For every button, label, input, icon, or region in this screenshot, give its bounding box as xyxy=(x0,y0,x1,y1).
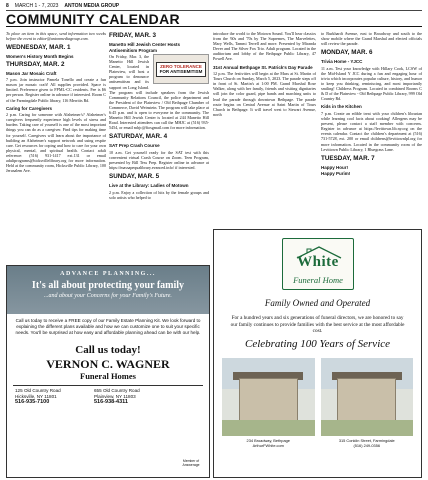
address-plainview: 655 Old Country Road Plainview, NY 11803 516-938-4311 xyxy=(94,388,140,405)
event-body-antisemitism: On Friday, Mar. 3, the Manetto Hill Jewish Center, located in Plainview, will host a program to denounce antisemitism and its support on Long Island. The program will include speakers from the Jewish Community Relations Council, the police department and the President of the Plainview / Old Bethpage Chamber of Commerce, David Weinstein. The program will take place at 6:45 p.m. and is open to everyone in the community. The Manetto Hill Jewish Center is located at 244 Manetto Hill Road. Interested attendees can call the MHJC at (516) 935-5454, or email mhjc@fiosgmail.com for more information. xyxy=(109,54,209,131)
logo-subtitle: Funeral Home xyxy=(293,275,343,285)
location-photos xyxy=(222,358,413,436)
event-body-kids-kitchen: 7 p.m. Create an edible treat with your children's librarian while learning cool facts about cooking! Allergens may be present, please contact a staff member with concerns. Register in advance at https://levittown.lib.ny.org on the events calendar. Contact the children's department at (516) 731-5728, ext. 200 or email childrens@levittownlpl.org for more information. Located in the community room of the Levittown Public Library, 1 Bluegrass Lane. xyxy=(321,110,422,152)
logo-wordmark: White xyxy=(297,254,339,270)
caption-farmingdale: 315 Conklin Street, Farmingdale (516) 249-0356 xyxy=(338,438,395,448)
page-header xyxy=(6,2,422,11)
publication-name: ANTON MEDIA GROUP xyxy=(64,3,120,9)
ad-banner xyxy=(7,266,209,314)
event-title-trivia: Trivia Home - YJCC xyxy=(321,59,363,65)
page-number: 8 xyxy=(6,3,9,9)
event-body-parade: 12 p.m. The festivities will begin at the Mass at St. Martin of Tours Church on Sunday, March 5, 2023. The parade steps off in front of St. Martin's at 1:00 PM. Grand Marshal Rose Walker, along with her family, friends and visiting dignitaries will join the color guard, pipe bands and marching units to lead the parade through downtown Bethpage. The parade route begins on Central Avenue at Saint Martin of Tours Church in Bethpage. It will travel west to Stewart Avenue, north xyxy=(213,71,316,117)
caption-bethpage: 234 Broadway, Bethpage ArthurFWhite.com xyxy=(246,438,290,448)
calendar-column-3 xyxy=(213,31,316,120)
event-title-parade: 31st Annual Bethpage St. Patrick's Day Parade xyxy=(213,64,313,70)
banner-eyebrow: ADVANCE PLANNING... xyxy=(60,271,156,277)
vernon-wagner-advertisement xyxy=(6,265,210,478)
event-body-mason-jar: 7 p.m. Join instructor Pamela Tonello and create a fun mason jar mosaic craft! All supplies provided. Space is limited. Preference given to FPML-CC residents. Fee is $6 per person. Register online in advance if interested. Room C of the Farmingdale Public library, 116 Merritts Rd. xyxy=(6,77,106,103)
anniversary-line: Celebrating 100 Years of Service xyxy=(244,338,391,350)
firm-subtitle: Funeral Homes xyxy=(80,371,136,381)
calendar-column-4 xyxy=(321,31,422,178)
family-owned-tagline: Family Owned and Operated xyxy=(264,298,371,308)
banner-subline: ...and about your Concerns for your Family's Future. xyxy=(44,293,172,299)
calendar-column-2 xyxy=(109,31,209,203)
call-to-action: Call us today! xyxy=(75,344,141,356)
event-body-motown: 2 p.m. Enjoy a collection of hits by the female groups and solo artists who helped to xyxy=(109,189,209,200)
phone-hicksville: 516-935-7100 xyxy=(15,398,50,405)
bethpage-building-photo xyxy=(222,358,315,436)
white-funeral-home-logo xyxy=(282,238,354,290)
event-title-purim: Happy Purim! xyxy=(321,171,351,177)
ad-addresses xyxy=(7,388,209,405)
event-title-antisemitism: Manetto Hill Jewish Center Hosts Antisemitism Program xyxy=(109,42,181,53)
sign-text: ZERO TOLERANCE FOR ANTISEMITISM xyxy=(156,62,207,77)
day-heading-saturday: SATURDAY, MAR. 4 xyxy=(109,133,168,141)
banner-headline: It's all about protecting your family xyxy=(31,280,185,291)
calendar-column-1 xyxy=(6,31,106,176)
day-heading-tuesday: TUESDAY, MAR. 7 xyxy=(321,154,375,162)
location-captions xyxy=(222,439,413,449)
farmingdale-building-photo xyxy=(321,358,414,436)
submission-note: To place an item in this space, send information two weeks before the event to editor@antonmediagroup.com. xyxy=(6,31,106,42)
day-heading-sunday: SUNDAY, MAR. 5 xyxy=(109,173,160,181)
event-body-trivia: 11 a.m. Test your knowledge with Hillary Cook, LCSW of the Mid-Island Y JCC during a fun and engaging hour of trivia which incorporates popular culture, history, and humor to keep you thinking, reminiscing, and most importantly smiling! Childress Program. Located in combined Rooms C & D of the Plainview - Old Bethpage Public Library, 999 Old Country Rd. xyxy=(321,65,422,102)
day-heading-friday: FRIDAY, MAR. 3 xyxy=(109,32,157,39)
member-badge: Member of Answerage xyxy=(182,459,200,467)
day-heading-monday: MONDAY, MAR. 6 xyxy=(321,49,373,57)
section-title: COMMUNITY CALENDAR xyxy=(6,11,422,27)
issue-date: MARCH 1 - 7, 2023 xyxy=(14,3,59,9)
event-title-kids-kitchen: Kids in the Kitchen xyxy=(321,104,362,110)
event-title-happy-hour: Happy Hour! xyxy=(321,164,348,170)
event-title-sat-prep: SAT Prep Crash Course xyxy=(109,143,160,149)
event-title-womens-history: Women's History Month Begins xyxy=(6,54,74,60)
day-heading-thursday: THURSDAY, MAR. 2 xyxy=(6,60,65,68)
divider xyxy=(13,385,203,386)
event-title-caregivers: Caring for Caregivers xyxy=(6,105,53,111)
zero-tolerance-sign-photo xyxy=(153,54,209,84)
ad-description: For a hundred years and six generations of funeral directors, we are honored to say our family continues to provide families with the best service at the most affordable cost. xyxy=(230,315,405,335)
day-heading-wednesday: WEDNESDAY, MAR. 1 xyxy=(6,44,71,52)
event-body-caregivers: 2 p.m. Caring for someone with Alzheimer's? Alzheimer's caregivers frequently experience high levels of stress and burden. Taking care of yourself is one of the most important things you can do as a caregiver. Find tips for making time for yourself. Caregivers will learn about the importance of building an Alzheimer's support network and using respite care. Get resources for coping and how to care for your own physical, mental, and spiritual health. Contact adult reference: (516) 931-1417 ext.131 or email adultprograms@hicksvillelibrary.org for more information. Held at the community room, Hicksville Public Library, 100 Jerusalem Ave. xyxy=(6,112,106,174)
white-funeral-home-advertisement xyxy=(213,229,422,478)
event-body-sat-prep: 10 a.m. Get yourself ready for the SAT test with this convenient virtual Crash Course on Zoom. Teen Program, presented by Bill Tess Prep. Register online in advance at https://massapequalibrary.evanced.info/ if interested. xyxy=(109,149,209,171)
event-title-mason-jar: Mason Jar Mosaic Craft xyxy=(6,70,57,76)
event-title-motown: Live at the Library: Ladies of Motown xyxy=(109,183,189,189)
event-body-parade-continued: to Burkhardt Avenue, east to Broadway and south to the show mobile where the Grand Marshal and elected officials will review the parade. xyxy=(321,31,422,47)
address-hicksville: 125 Old Country Road Hicksville, NY 11801 516-935-7100 xyxy=(15,388,61,405)
ad-body-text: Call us today to receive a FREE copy of our Family Estate Planning Kit. We look forward to explaining the different plans available and how we can customize one to suit your specific needs. You'll be surprised at how easy and affordable planning ahead can be with our help. xyxy=(15,318,201,335)
firm-name: VERNON C. WAGNER xyxy=(46,357,170,371)
phone-plainview: 516-938-4311 xyxy=(94,398,128,405)
event-body-motown-continued: introduce the world to the Motown Sound. You'll hear classics from the '60s and '70s by The Supremes, The Marvelettes, Mary Wells, Tammi Terrell and more. Presented by Miranda Dever and The Silver Fox Trio. Adult program. Located in the auditorium and lobby of the Bethpage Public Library, 47 Powell Ave. xyxy=(213,31,316,62)
